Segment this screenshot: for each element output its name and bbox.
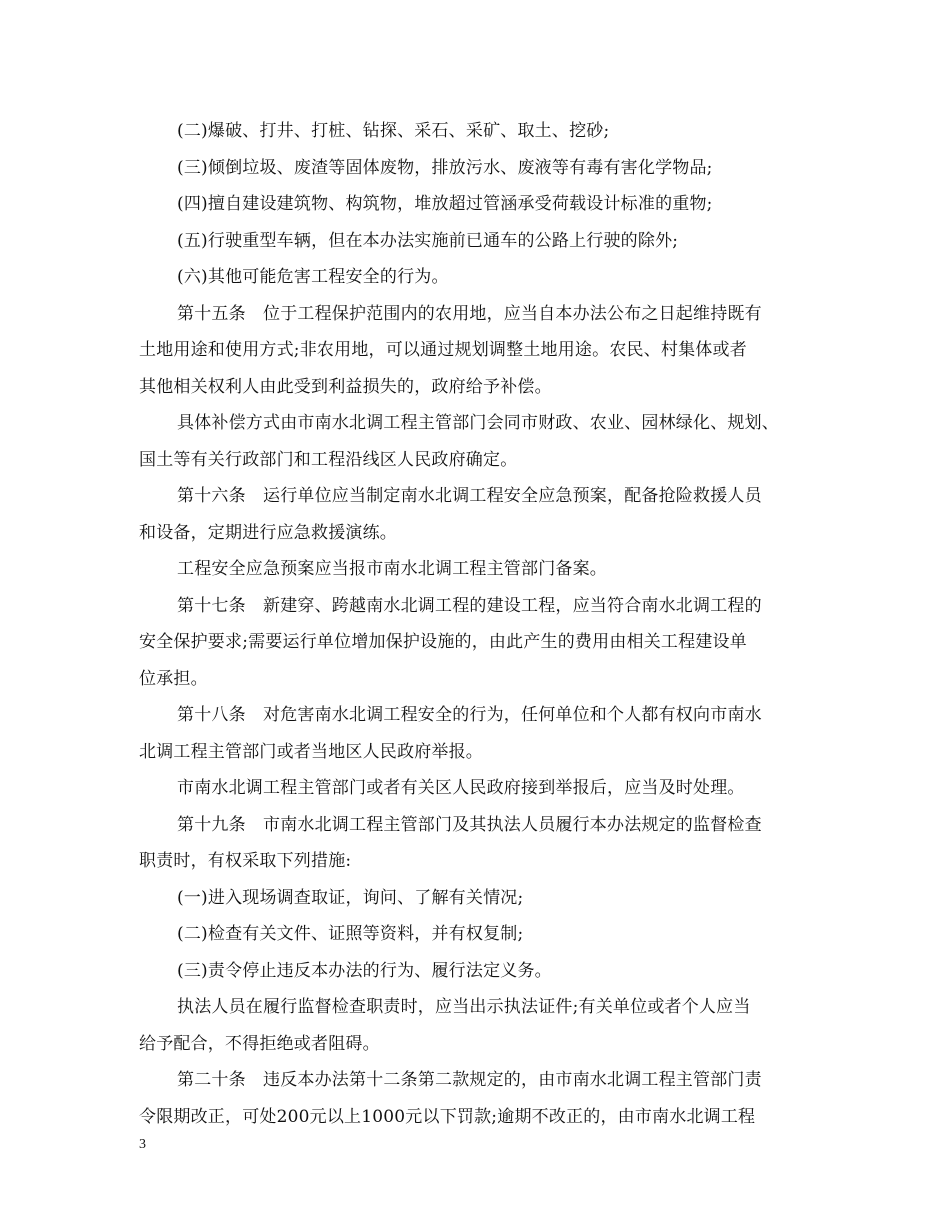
text-line: 第十八条 对危害南水北调工程安全的行为，任何单位和个人都有权向市南水 bbox=[177, 705, 762, 725]
text-line: 第十五条 位于工程保护范围内的农用地，应当自本办法公布之日起维持既有 bbox=[177, 303, 762, 324]
text-line: 工程安全应急预案应当报市南水北调工程主管部门备案。 bbox=[177, 559, 607, 579]
text-line: (三)责令停止违反本办法的行为、履行法定义务。 bbox=[177, 960, 552, 981]
text-line: 位承担。 bbox=[139, 668, 208, 689]
document-body bbox=[139, 113, 819, 1135]
text-line: 其他相关权利人由此受到利益损失的，政府给予补偿。 bbox=[139, 376, 552, 397]
text-line: 令限期改正，可处200元以上1000元以下罚款;逾期不改正的，由市南水北调工程 bbox=[139, 1106, 756, 1127]
text-line: (二)爆破、打井、打桩、钻探、采石、采矿、取土、挖砂; bbox=[177, 121, 610, 141]
text-line: 国土等有关行政部门和工程沿线区人民政府确定。 bbox=[139, 449, 518, 470]
page-number: 3 bbox=[139, 1137, 146, 1152]
text-line: 职责时，有权采取下列措施: bbox=[139, 851, 352, 871]
text-line: (六)其他可能危害工程安全的行为。 bbox=[177, 267, 449, 287]
text-line: 第十七条 新建穿、跨越南水北调工程的建设工程，应当符合南水北调工程的 bbox=[177, 595, 762, 616]
text-line: (一)进入现场调查取证，询问、了解有关情况; bbox=[177, 887, 524, 908]
text-line: 安全保护要求;需要运行单位增加保护设施的，由此产生的费用由相关工程建设单 bbox=[139, 632, 747, 652]
text-line: (五)行驶重型车辆，但在本办法实施前已通车的公路上行驶的除外; bbox=[177, 230, 679, 251]
text-line: 第十九条 市南水北调工程主管部门及其执法人员履行本办法规定的监督检查 bbox=[177, 814, 762, 835]
text-line: 执法人员在履行监督检查职责时，应当出示执法证件;有关单位或者个人应当 bbox=[177, 997, 751, 1017]
text-line: 给予配合，不得拒绝或者阻碍。 bbox=[139, 1033, 380, 1054]
text-line: 具体补偿方式由市南水北调工程主管部门会同市财政、农业、园林绿化、规划、 bbox=[177, 413, 779, 433]
text-line: 第十六条 运行单位应当制定南水北调工程安全应急预案，配备抢险救援人员 bbox=[177, 486, 762, 506]
text-line: 第二十条 违反本办法第十二条第二款规定的，由市南水北调工程主管部门责 bbox=[177, 1070, 762, 1090]
text-line: 土地用途和使用方式;非农用地，可以通过规划调整土地用途。农民、村集体或者 bbox=[139, 340, 747, 360]
text-line: (三)倾倒垃圾、废渣等固体废物，排放污水、废液等有毒有害化学物品; bbox=[177, 157, 713, 178]
text-line: 市南水北调工程主管部门或者有关区人民政府接到举报后，应当及时处理。 bbox=[177, 778, 745, 798]
text-line: (二)检查有关文件、证照等资料，并有权复制; bbox=[177, 924, 524, 944]
text-line: 北调工程主管部门或者当地区人民政府举报。 bbox=[139, 741, 483, 762]
text-line: (四)擅自建设建筑物、构筑物，堆放超过管涵承受荷载设计标准的重物; bbox=[177, 194, 713, 214]
text-line: 和设备，定期进行应急救援演练。 bbox=[139, 522, 397, 543]
